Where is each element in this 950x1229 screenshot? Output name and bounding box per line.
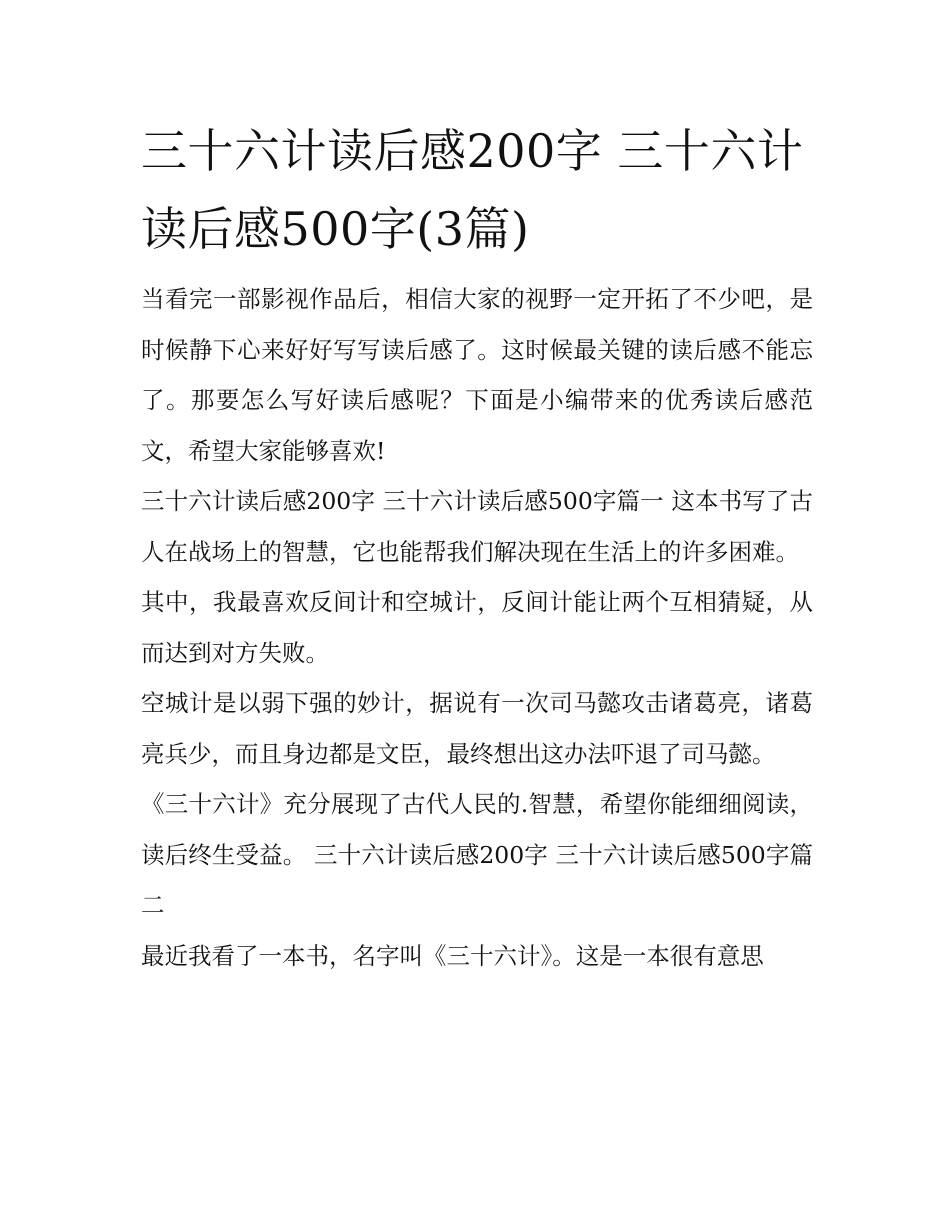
document-page bbox=[141, 112, 813, 981]
paragraph-part-one: 三十六计读后感200字 三十六计读后感500字篇一 这本书写了古人在战场上的智慧，它也能帮我们解决现在生活上的许多困难。 bbox=[141, 487, 813, 566]
document-body bbox=[141, 274, 813, 981]
paragraph-part-two-heading: 《三十六计》充分展现了古代人民的.智慧，希望你能细细阅读，读后终生受益。 三十六计读后感200字 三十六计读后感500字篇二 bbox=[141, 790, 813, 919]
paragraph-intro: 当看完一部影视作品后，相信大家的视野一定开拓了不少吧，是时候静下心来好好写写读后感了。这时候最关键的读后感不能忘了。那要怎么写好读后感呢？下面是小编带来的优秀读后感范文，希望大家能够喜欢! bbox=[141, 285, 813, 465]
paragraph-favorite-strategies: 其中，我最喜欢反间计和空城计，反间计能让两个互相猜疑，从而达到对方失败。 bbox=[141, 588, 813, 667]
document-title: 三十六计读后感200字 三十六计读后感500字(3篇) bbox=[141, 124, 804, 256]
paragraph-empty-city: 空城计是以弱下强的妙计，据说有一次司马懿攻击诸葛亮，诸葛亮兵少，而且身边都是文臣，最终想出这办法吓退了司马懿。 bbox=[141, 689, 813, 768]
paragraph-part-two-start: 最近我看了一本书，名字叫《三十六计》。这是一本很有意思 bbox=[141, 941, 764, 970]
